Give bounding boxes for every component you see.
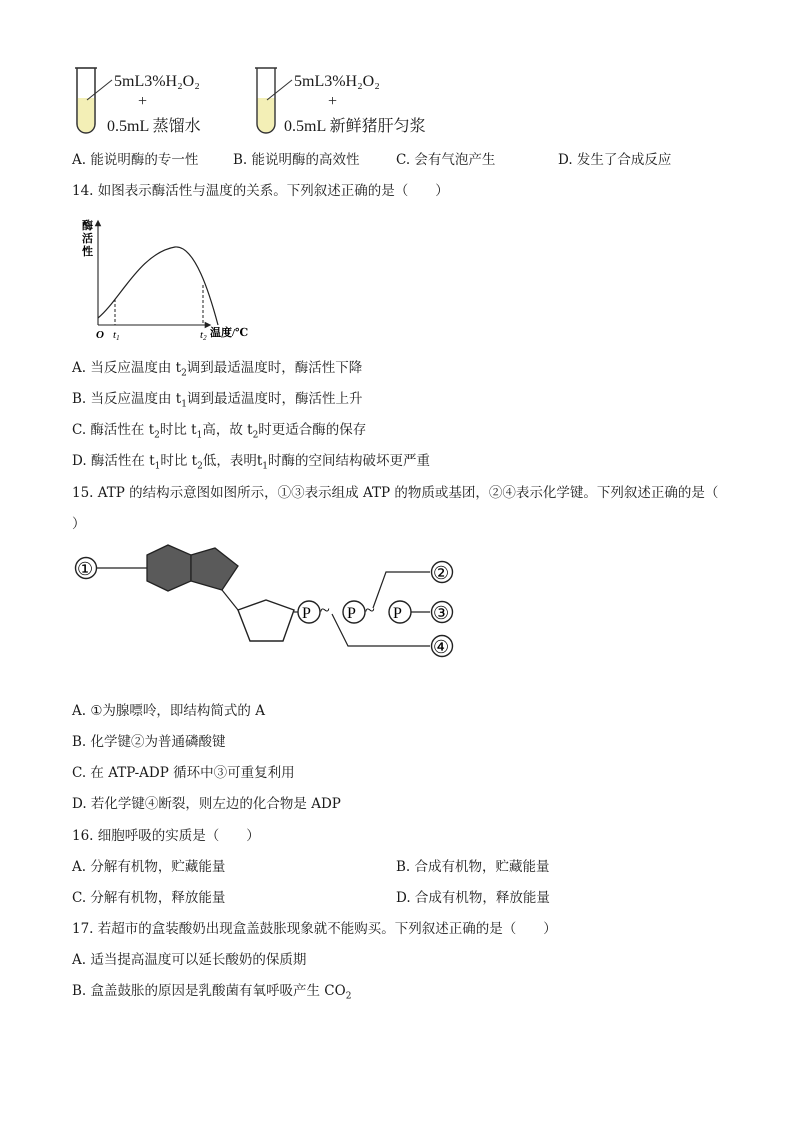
q13-option-d[interactable]: D. 发生了合成反应 bbox=[558, 152, 672, 168]
q15-option-b[interactable]: B. 化学键②为普通磷酸键 bbox=[72, 734, 226, 750]
q16-option-a[interactable]: A. 分解有机物，贮藏能量 bbox=[72, 859, 226, 875]
q13-option-c[interactable]: C. 会有气泡产生 bbox=[396, 152, 496, 168]
ribose-pentagon bbox=[238, 600, 294, 641]
enzyme-temperature-graph bbox=[80, 215, 260, 345]
adenine-pentagon bbox=[191, 548, 238, 590]
q13-option-b[interactable]: B. 能说明酶的高效性 bbox=[233, 152, 360, 168]
graph-origin: O bbox=[96, 329, 104, 341]
graph-xlabel: 温度/℃ bbox=[210, 327, 249, 339]
q17-stem: 17. 若超市的盒装酸奶出现盒盖鼓胀现象就不能购买。下列叙述正确的是（ ） bbox=[72, 921, 557, 937]
activity-curve bbox=[98, 247, 218, 325]
q15-stem-line1: 15. ATP 的结构示意图如图所示，①③表示组成 ATP 的物质或基团，②④表示化学键。下列叙述正确的是（ bbox=[72, 485, 719, 501]
q14-option-d[interactable]: D. 酶活性在 $t_1$时比 $t_2$低，表明$t_1$时酶的空间结构破坏更严重 bbox=[72, 453, 431, 472]
q14-option-a[interactable]: A. 当反应温度由 $t_2$调到最适温度时，酶活性下降 bbox=[72, 360, 363, 379]
q13-option-a[interactable]: A. 能说明酶的专一性 bbox=[72, 152, 199, 168]
high-energy-bond-2: ~ bbox=[365, 600, 375, 620]
q16-stem: 16. 细胞呼吸的实质是（ ） bbox=[72, 828, 260, 844]
tube-left-additive: 0.5mL 蒸馏水 bbox=[107, 118, 201, 135]
q16-option-d[interactable]: D. 合成有机物，释放能量 bbox=[396, 890, 550, 906]
adenine-hexagon bbox=[147, 545, 191, 591]
label-4: ④ bbox=[433, 637, 450, 657]
q14-option-b[interactable]: B. 当反应温度由 $t_1$调到最适温度时，酶活性上升 bbox=[72, 391, 363, 410]
graph-ylabel-3: 性 bbox=[82, 246, 93, 258]
graph-ylabel-2: 活 bbox=[82, 233, 93, 245]
svg-text:P: P bbox=[347, 605, 356, 622]
q15-option-c[interactable]: C. 在 ATP-ADP 循环中③可重复利用 bbox=[72, 765, 295, 781]
tube-left-plus: + bbox=[138, 93, 148, 110]
svg-text:P: P bbox=[302, 605, 311, 622]
q17-option-a[interactable]: A. 适当提高温度可以延长酸奶的保质期 bbox=[72, 952, 307, 968]
q14-option-c[interactable]: C. 酶活性在 $t_2$时比 $t_1$高，故 $t_2$时更适合酶的保存 bbox=[72, 422, 367, 441]
tube-right-reagent: 5mL3%H₂O₂ bbox=[294, 73, 380, 90]
graph-t2-label: t2 bbox=[200, 329, 207, 342]
q15-option-d[interactable]: D. 若化学键④断裂，则左边的化合物是 ADP bbox=[72, 796, 341, 812]
q16-option-b[interactable]: B. 合成有机物，贮藏能量 bbox=[396, 859, 550, 875]
high-energy-bond-1: ~ bbox=[320, 600, 330, 620]
q14-stem: 14. 如图表示酶活性与温度的关系。下列叙述正确的是（ ） bbox=[72, 183, 449, 199]
q16-option-c[interactable]: C. 分解有机物，释放能量 bbox=[72, 890, 226, 906]
q15-option-a[interactable]: A. ①为腺嘌呤，即结构简式的 A bbox=[72, 703, 265, 719]
graph-ylabel-1: 酶 bbox=[82, 220, 93, 232]
q17-option-b[interactable]: B. 盒盖鼓胀的原因是乳酸菌有氧呼吸产生 $CO_2$ bbox=[72, 983, 352, 1002]
atp-structure-diagram bbox=[70, 540, 470, 665]
tube-left-reagent: 5mL3%H₂O₂ bbox=[114, 73, 200, 90]
label-3: ③ bbox=[433, 603, 450, 623]
tube-right-plus: + bbox=[328, 93, 338, 110]
label-1: ① bbox=[77, 559, 94, 579]
q15-stem-line2: ） bbox=[72, 516, 86, 532]
tube-right-additive: 0.5mL 新鲜猪肝匀浆 bbox=[284, 118, 426, 135]
label-2: ② bbox=[433, 563, 450, 583]
svg-text:P: P bbox=[393, 605, 402, 622]
graph-t1-label: t1 bbox=[113, 329, 120, 342]
